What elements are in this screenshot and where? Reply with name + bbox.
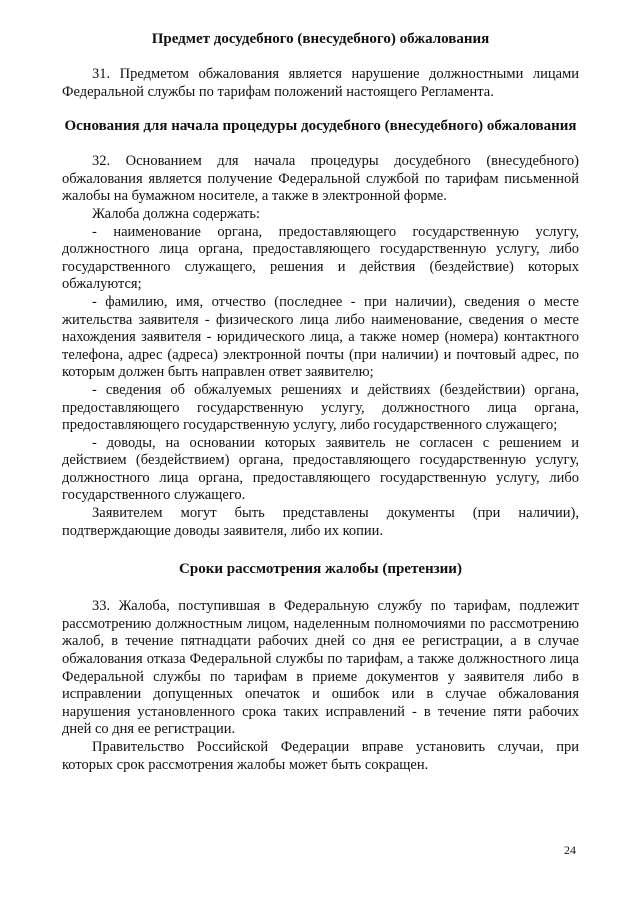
- complaint-must-contain: Жалоба должна содержать:: [92, 205, 261, 222]
- paragraph-31: 31. Предметом обжалования является нарушение должностными лицами Федеральной службы по тарифам положений настоящего Регламента.: [62, 66, 579, 100]
- page-content: [62, 30, 579, 774]
- list-item-appealed-decisions: - сведения об обжалуемых решениях и действиях (бездействии) органа, предоставляющего государственную услугу, должностного лица органа, предоставляющего государственную услугу, либо государственного служащего;: [62, 381, 579, 434]
- section-title-review-period: Сроки рассмотрения жалобы (претензии): [179, 561, 462, 578]
- list-item-authority-name: - наименование органа, предоставляющего государственную услугу, должностного лица органа, предоставляющего государственную услугу, либо государственного служащего, решения и действия (бездействие) которых обжалуются;: [62, 223, 579, 293]
- paragraph-supporting-documents: Заявителем могут быть представлены документы (при наличии), подтверждающие доводы заявителя, либо их копии.: [62, 505, 579, 539]
- list-item-arguments: - доводы, на основании которых заявитель не согласен с решением и действием (бездействием) органа, предоставляющего государственную услугу, должностного лица органа, предоставляющего государственную услугу, либо государственного служащего.: [62, 434, 579, 504]
- list-item-applicant-details: - фамилию, имя, отчество (последнее - при наличии), сведения о месте жительства заявителя - физического лица либо наименование, сведения о месте нахождения заявителя - юридического лица, а также номер (номера) контактного телефона, адрес (адреса) электронной почты (при наличии) и почтовый адрес, по которым должен быть направлен ответ заявителю;: [62, 293, 579, 381]
- section-title-subject-of-appeal: Предмет досудебного (внесудебного) обжалования: [151, 31, 490, 47]
- paragraph-government-right: Правительство Российской Федерации вправе установить случаи, при которых срок рассмотрения жалобы может быть сокращен.: [62, 739, 579, 773]
- section-title-grounds-for-appeal: Основания для начала процедуры досудебного (внесудебного) обжалования: [64, 118, 577, 135]
- paragraph-33: 33. Жалоба, поступившая в Федеральную службу по тарифам, подлежит рассмотрению должностным лицом, наделенным полномочиями по рассмотрению жалоб, в течение пятнадцати рабочих дней со дня ее регистрации, а в случае обжалования отказа Федеральной службы по тарифам, а также должностного лица Федеральной службы по тарифам в приеме документов у заявителя либо в исправлении допущенных опечаток и ошибок или в случае обжалования нарушения установленного срока таких исправлений - в течение пяти рабочих дней со дня ее регистрации.: [62, 598, 579, 738]
- page-number: 24: [564, 843, 576, 857]
- paragraph-32: 32. Основанием для начала процедуры досудебного (внесудебного) обжалования является получение Федеральной службой по тарифам письменной жалобы на бумажном носителе, а также в электронной форме.: [62, 153, 579, 205]
